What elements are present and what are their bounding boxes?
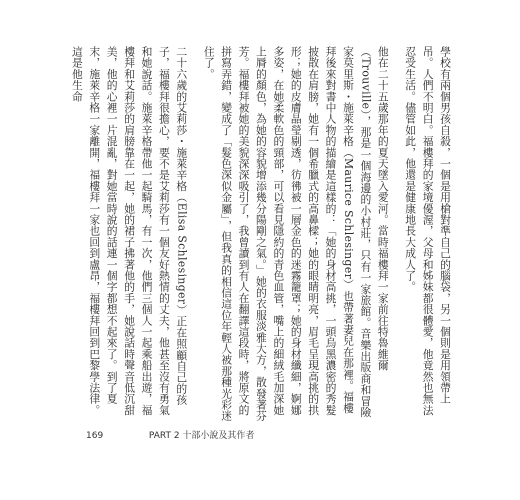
paragraph: 二十六歲的艾莉莎・施萊辛格（Elisa Schlesinger）正在照顧自己的孩子，福樓拜很擔心，要不是艾莉莎有一個友好熱情的丈夫，他甚至沒有勇氣和她說話。施萊辛格帶他一起騎馬，有一次，他們三個人一起乘船出遊，福樓拜和艾莉莎的肩膀靠在一起，她的裙子拂著他的手，她說話時聲音低沉甜美，他的心裡一片混亂，對她當時說的話連一個字都想不起來了。到了夏末，施萊辛格一家離開，福樓拜一家也回到盧昂，福樓拜回到巴黎學法律。這是他生命 xyxy=(70,46,189,416)
paragraph: 學校有兩個男孩自殺，一個是用槍對準自己的腦袋，另一個則是用領帶上吊。人們不明白。福樓拜的家境優渥，父母和姊妹都很體愛，他竟然也無法忍受生活。儘管如此，他還是健康地長大成人了。 xyxy=(404,46,452,416)
body-text-block xyxy=(62,46,454,424)
page-number: 169 xyxy=(86,431,104,441)
section-label: PART 2 十部小說及其作者 xyxy=(148,431,255,441)
page-footer xyxy=(86,428,254,441)
paragraph: 他在二十五歲那年的夏天墜入愛河。當時福樓拜一家前往特魯維爾（Trouville），那是一個海邊的小村莊，只有一家旅館。音樂出版商和冒險家莫里斯・施萊辛格（Maurice Schlesinger）也帶著妻兒在那裡。福樓拜後來對書中人物的描繪是這樣的：「她的身材高挑，一頭烏黑濃密的秀髮披散在肩膀，她有一個希臘式的高鼻樑；她的眼睛明亮，眉毛呈現高挑的拱形；她的皮膚晶瑩剔透，彷彿被一層金色的迷霧籠罩；她的身材纖細，婀娜多姿，在她柔軟色的頸部，可以看見隱約的青色血管，嘴上的細絨毛加深她上脣的顏色，為她的容貌增添幾分陽剛之氣。」她的衣服淡雅大方，散發著芬芳。福樓拜被她的美貌深深吸引了，我曾讀到有人在翻譯這段時，將原文的拼寫弄錯，變成了「髮色深似金屬」，但我真的相信這位年輕人被那種光彩迷住了。 xyxy=(202,46,390,422)
